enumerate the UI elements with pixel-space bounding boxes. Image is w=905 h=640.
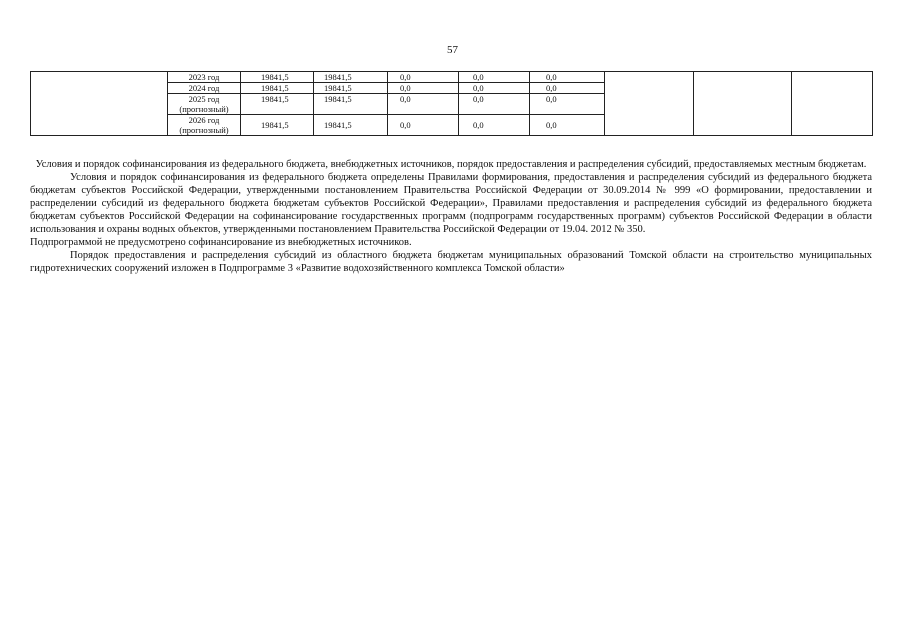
year-cell: 2025 год (прогнозный) xyxy=(168,94,241,115)
paragraph: Подпрограммой не предусмотрено софинансирование из внебюджетных источников. xyxy=(30,237,412,248)
value-cell: 0,0 xyxy=(530,72,605,83)
value-cell: 0,0 xyxy=(388,115,459,136)
value-cell: 19841,5 xyxy=(314,94,388,115)
value-cell: 19841,5 xyxy=(241,83,314,94)
value-cell: 0,0 xyxy=(459,115,530,136)
value-cell: 19841,5 xyxy=(241,72,314,83)
value-cell: 19841,5 xyxy=(241,115,314,136)
value-cell: 19841,5 xyxy=(314,83,388,94)
merged-cell-right-3 xyxy=(792,72,873,136)
value-cell: 0,0 xyxy=(530,83,605,94)
merged-cell-right-2 xyxy=(694,72,792,136)
year-cell: 2026 год (прогнозный) xyxy=(168,115,241,136)
value-cell: 0,0 xyxy=(530,115,605,136)
value-cell: 0,0 xyxy=(388,94,459,115)
section-heading: Условия и порядок софинансирования из федерального бюджета, внебюджетных источников, порядок предоставления и распределения субсидий, предоставляемых местным бюджетам. xyxy=(35,159,867,170)
value-cell: 0,0 xyxy=(459,72,530,83)
value-cell: 0,0 xyxy=(530,94,605,115)
value-cell: 0,0 xyxy=(459,94,530,115)
year-cell: 2024 год xyxy=(168,83,241,94)
merged-cell-left xyxy=(31,72,168,136)
merged-cell-right-1 xyxy=(605,72,694,136)
paragraph: Порядок предоставления и распределения субсидий из областного бюджета бюджетам муниципальных образований Томской области на строительство муниципальных гидротехнических сооружений изложен в Подпрограмме 3 «Развитие водохозяйственного комплекса Томской области» xyxy=(30,250,872,274)
value-cell: 0,0 xyxy=(388,72,459,83)
budget-table xyxy=(30,71,873,136)
value-cell: 0,0 xyxy=(459,83,530,94)
year-cell: 2023 год xyxy=(168,72,241,83)
value-cell: 19841,5 xyxy=(314,115,388,136)
value-cell: 19841,5 xyxy=(241,94,314,115)
page-number: 57 xyxy=(447,44,458,56)
value-cell: 19841,5 xyxy=(314,72,388,83)
table-row xyxy=(31,72,873,83)
paragraph: Условия и порядок софинансирования из федерального бюджета определены Правилами формирования, предоставления и распределения субсидий из федерального бюджета бюджетам субъектов Российской Федерации, утвержденными постановлением Правительства Российской Федерации от 30.09.2014 № 999 «О формировании, предоставлении и распределении субсидий из федерального бюджета бюджетам субъектов Российской Федерации», Правилами предоставления и распределения субсидий из федерального бюджета бюджетам субъектов Российской Федерации на софинансирование государственных программ (подпрограмм государственных программ) субъектов Российской Федерации в области использования и охраны водных объектов, утвержденными постановлением Правительства Российской Федерации от 19.04. 2012 № 350. xyxy=(30,172,872,235)
document-text xyxy=(30,158,872,275)
value-cell: 0,0 xyxy=(388,83,459,94)
